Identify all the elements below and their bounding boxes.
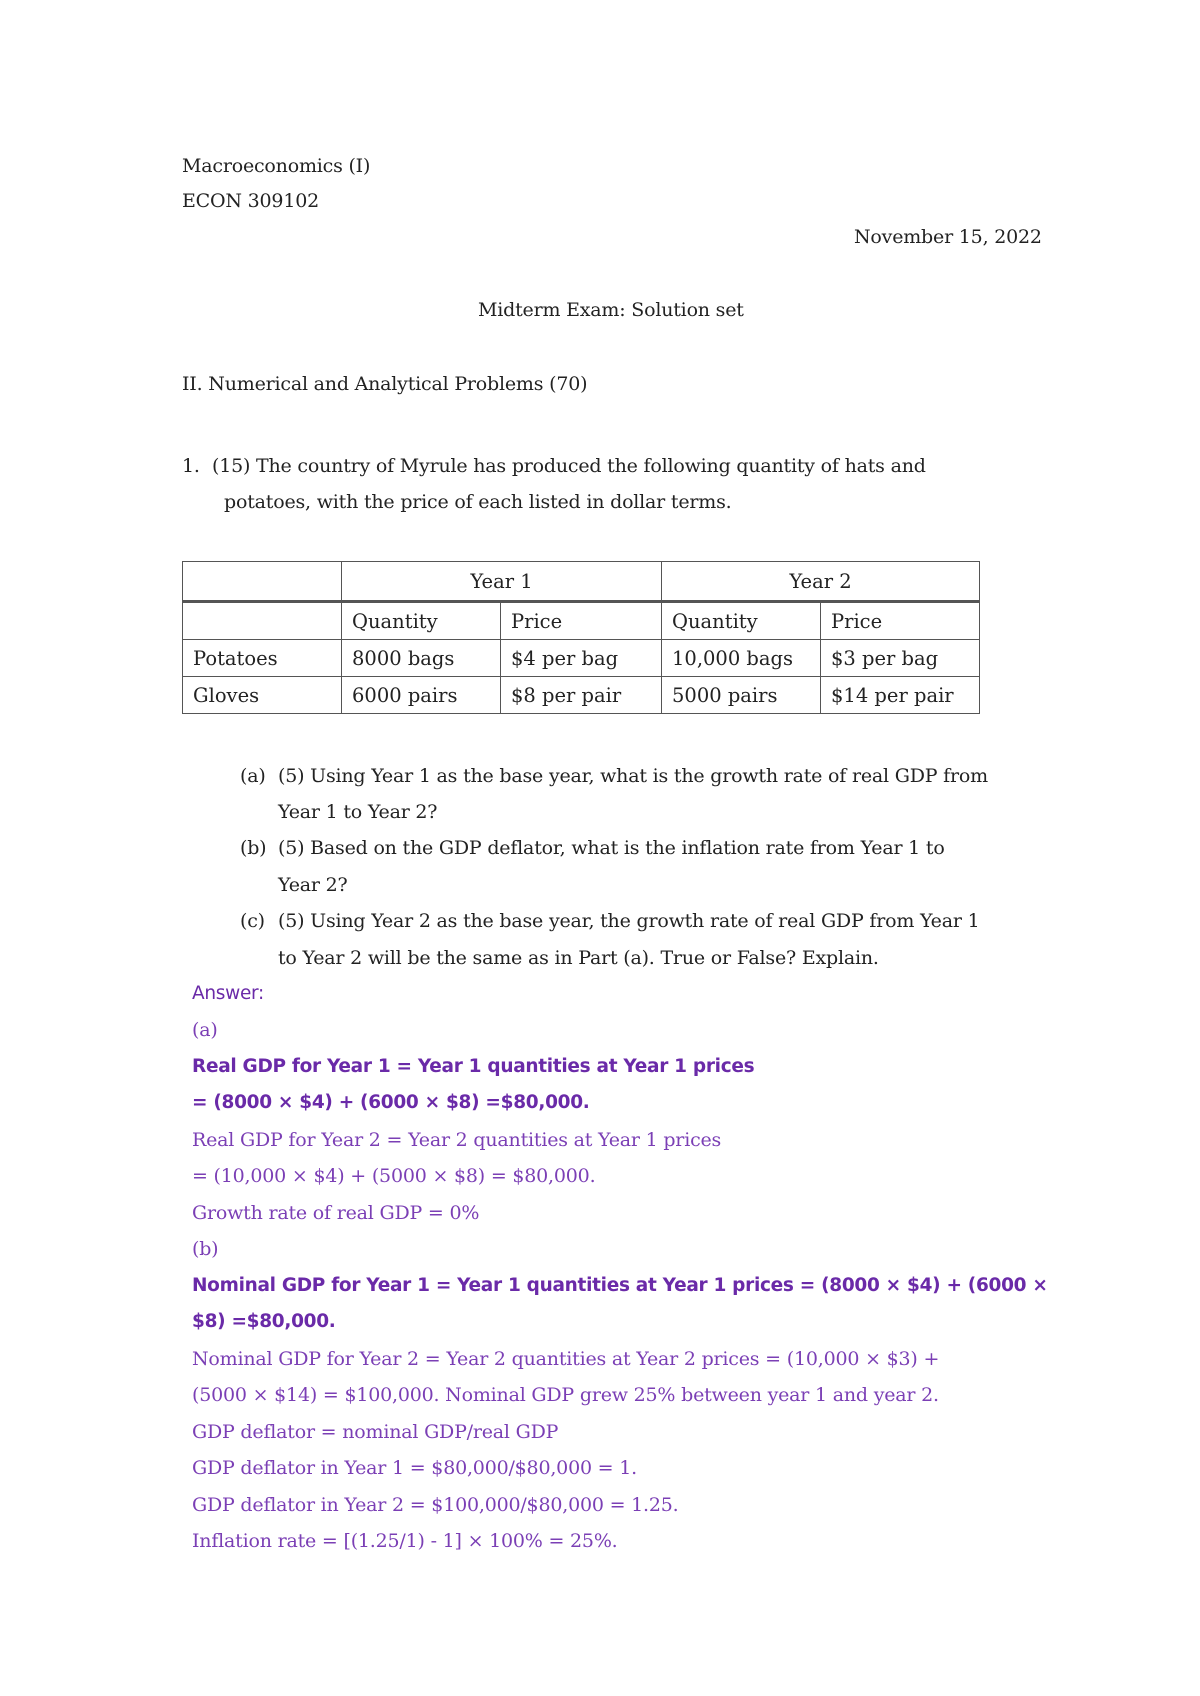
answer-b-line1: Nominal GDP for Year 1 = Year 1 quantities at Year 1 prices = (8000 × $4) + (6000 × (192, 1275, 1048, 1296)
answer-b-line2: $8) =$80,000. (192, 1311, 336, 1332)
table-corner-cell (183, 562, 342, 602)
answer-b-label: (b) (192, 1238, 219, 1260)
table-blank-cell (183, 602, 342, 640)
part-a-line2: Year 1 to Year 2? (278, 801, 438, 823)
part-c-line1: (5) Using Year 2 as the base year, the growth rate of real GDP from Year 1 (278, 910, 980, 932)
answer-a-line4: = (10,000 × $4) + (5000 × $8) = $80,000. (192, 1165, 596, 1187)
row-item-potatoes: Potatoes (183, 640, 342, 677)
year-2-price-header: Price (821, 602, 980, 640)
answer-b-line3: Nominal GDP for Year 2 = Year 2 quantities at Year 2 prices = (10,000 × $3) + (192, 1348, 940, 1370)
part-c-line2: to Year 2 will be the same as in Part (a). True or False? Explain. (278, 947, 879, 969)
table-cell: $4 per bag (501, 640, 662, 677)
answer-b-line7: GDP deflator in Year 2 = $100,000/$80,000 = 1.25. (192, 1494, 679, 1516)
year-1-quantity-header: Quantity (342, 602, 501, 640)
answer-b-line5: GDP deflator = nominal GDP/real GDP (192, 1421, 559, 1443)
table-cell: $8 per pair (501, 677, 662, 714)
answer-b-line4: (5000 × $14) = $100,000. Nominal GDP grew 25% between year 1 and year 2. (192, 1384, 939, 1406)
part-a-label: (a) (240, 765, 266, 787)
answer-a-line1: Real GDP for Year 1 = Year 1 quantities at Year 1 prices (192, 1056, 755, 1077)
table-subheader-row (183, 602, 980, 640)
answer-a-line2: = (8000 × $4) + (6000 × $8) =$80,000. (192, 1092, 590, 1113)
answer-b-line8: Inflation rate = [(1.25/1) - 1] × 100% = 25%. (192, 1530, 618, 1552)
exam-date: November 15, 2022 (854, 226, 1042, 248)
table-cell: $14 per pair (821, 677, 980, 714)
table-cell: 10,000 bags (662, 640, 821, 677)
year-2-quantity-header: Quantity (662, 602, 821, 640)
table-row (183, 677, 980, 714)
part-b-line1: (5) Based on the GDP deflator, what is the inflation rate from Year 1 to (278, 837, 945, 859)
answer-a-line5: Growth rate of real GDP = 0% (192, 1202, 480, 1224)
row-item-gloves: Gloves (183, 677, 342, 714)
answer-b-line6: GDP deflator in Year 1 = $80,000/$80,000 = 1. (192, 1457, 637, 1479)
course-code: ECON 309102 (182, 190, 319, 212)
year-1-price-header: Price (501, 602, 662, 640)
year-2-header: Year 2 (662, 562, 980, 602)
table-row (183, 640, 980, 677)
answer-heading: Answer: (192, 983, 264, 1004)
course-name: Macroeconomics (I) (182, 155, 371, 177)
question-text-line1: (15) The country of Myrule has produced the following quantity of hats and (212, 455, 926, 477)
section-heading: II. Numerical and Analytical Problems (70) (182, 373, 588, 395)
answer-a-line3: Real GDP for Year 2 = Year 2 quantities at Year 1 prices (192, 1129, 722, 1151)
page-title: Midterm Exam: Solution set (478, 299, 744, 321)
answer-a-label: (a) (192, 1019, 218, 1041)
year-1-header: Year 1 (342, 562, 662, 602)
table-cell: 5000 pairs (662, 677, 821, 714)
part-b-label: (b) (240, 837, 267, 859)
quantity-price-table (182, 561, 980, 714)
table-cell: 8000 bags (342, 640, 501, 677)
question-text-line2: potatoes, with the price of each listed in dollar terms. (224, 491, 732, 513)
table-cell: 6000 pairs (342, 677, 501, 714)
part-a-line1: (5) Using Year 1 as the base year, what is the growth rate of real GDP from (278, 765, 988, 787)
question-number: 1. (182, 455, 200, 477)
part-c-label: (c) (240, 910, 265, 932)
table-year-header-row (183, 562, 980, 602)
part-b-line2: Year 2? (278, 874, 348, 896)
table-cell: $3 per bag (821, 640, 980, 677)
